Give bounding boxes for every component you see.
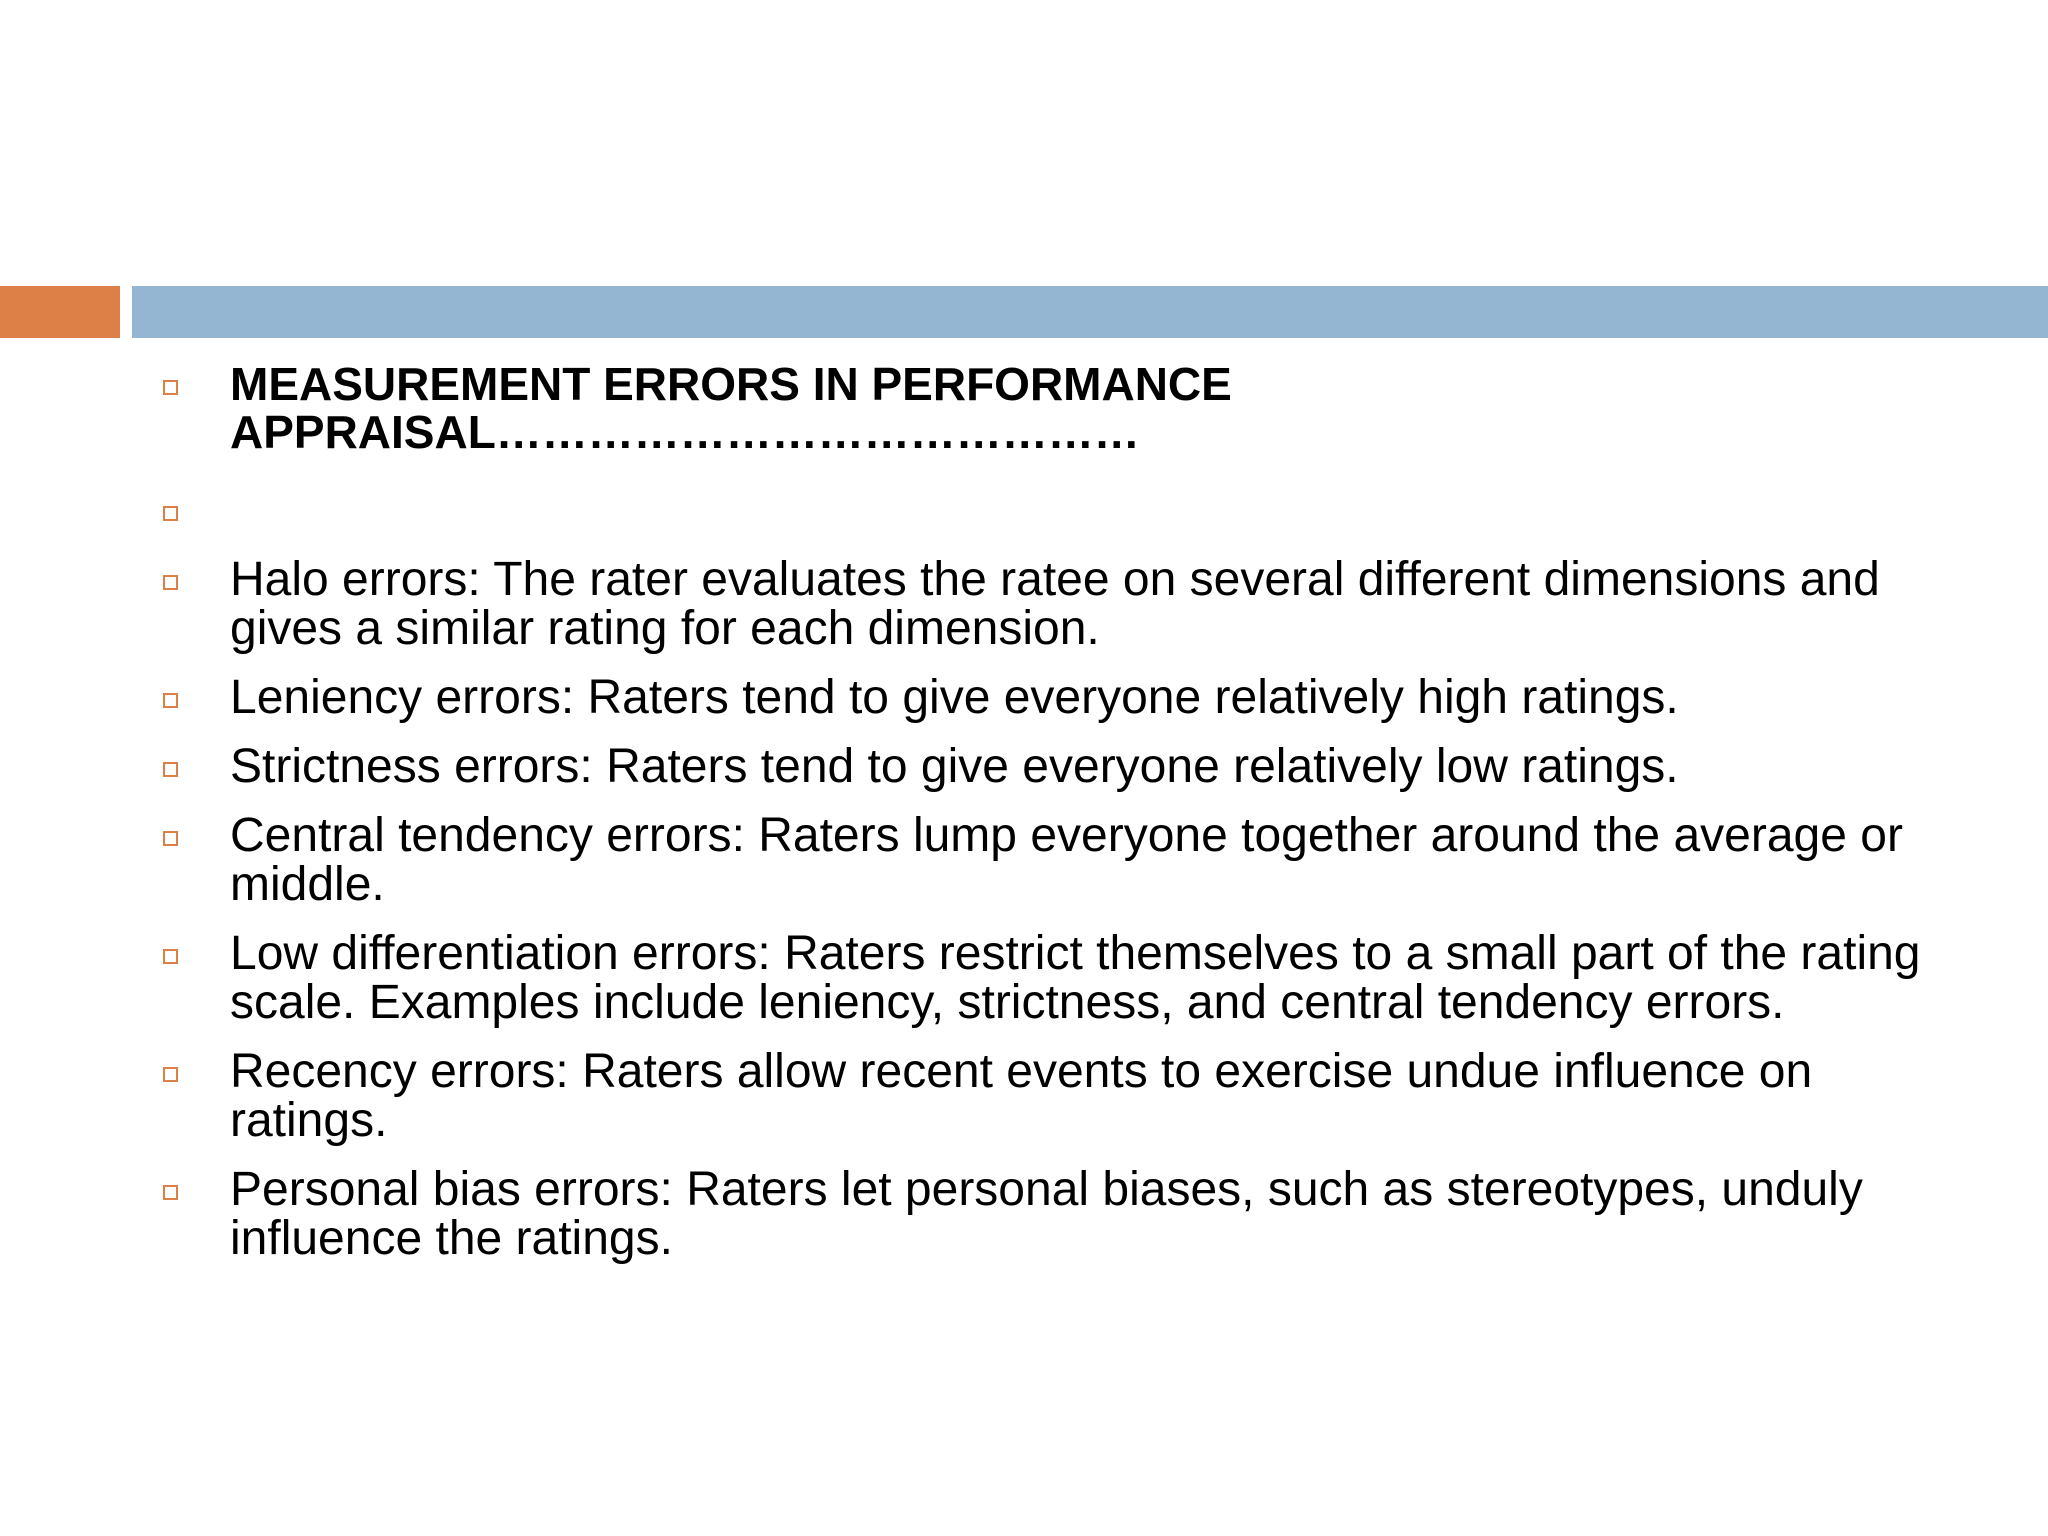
bullet-item-halo [160, 555, 1980, 653]
bullet-text: Halo errors: The rater evaluates the ratee on several different dimensions and gives a similar rating for each dimension. [230, 553, 1880, 655]
square-outline-icon [163, 949, 178, 964]
square-outline-icon [163, 506, 178, 521]
square-outline-icon [163, 693, 178, 708]
slide-title-item [160, 360, 1980, 456]
bullet-item-personal-bias [160, 1165, 1980, 1263]
bullet-list [160, 360, 1980, 1263]
bullet-item-central-tendency [160, 811, 1980, 909]
square-outline-icon [163, 575, 178, 590]
bullet-text: Leniency errors: Raters tend to give everyone relatively high ratings. [230, 671, 1679, 724]
square-outline-icon [163, 1067, 178, 1082]
bullet-item-low-differentiation [160, 929, 1980, 1027]
bullet-text: Central tendency errors: Raters lump everyone together around the average or middle. [230, 809, 1903, 911]
accent-bar-blue [132, 286, 2048, 338]
square-outline-icon [163, 762, 178, 777]
empty-bullet-item [160, 486, 1980, 535]
accent-bar-orange [0, 286, 120, 338]
bullet-text: Strictness errors: Raters tend to give everyone relatively low ratings. [230, 740, 1679, 793]
square-outline-icon [163, 1185, 178, 1200]
bullet-item-strictness [160, 742, 1980, 791]
bullet-item-leniency [160, 673, 1980, 722]
slide-title: MEASUREMENT ERRORS IN PERFORMANCE APPRAISAL…………………………………… [230, 358, 1232, 458]
bullet-text: Recency errors: Raters allow recent events to exercise undue influence on ratings. [230, 1045, 1813, 1147]
slide-content [160, 360, 1980, 1283]
square-outline-icon [163, 831, 178, 846]
bullet-item-recency [160, 1047, 1980, 1145]
bullet-text: Personal bias errors: Raters let personal biases, such as stereotypes, unduly influence the ratings. [230, 1163, 1863, 1265]
bullet-text: Low differentiation errors: Raters restrict themselves to a small part of the rating scale. Examples include leniency, strictness, and central tendency errors. [230, 927, 1921, 1029]
square-outline-icon [163, 380, 178, 395]
